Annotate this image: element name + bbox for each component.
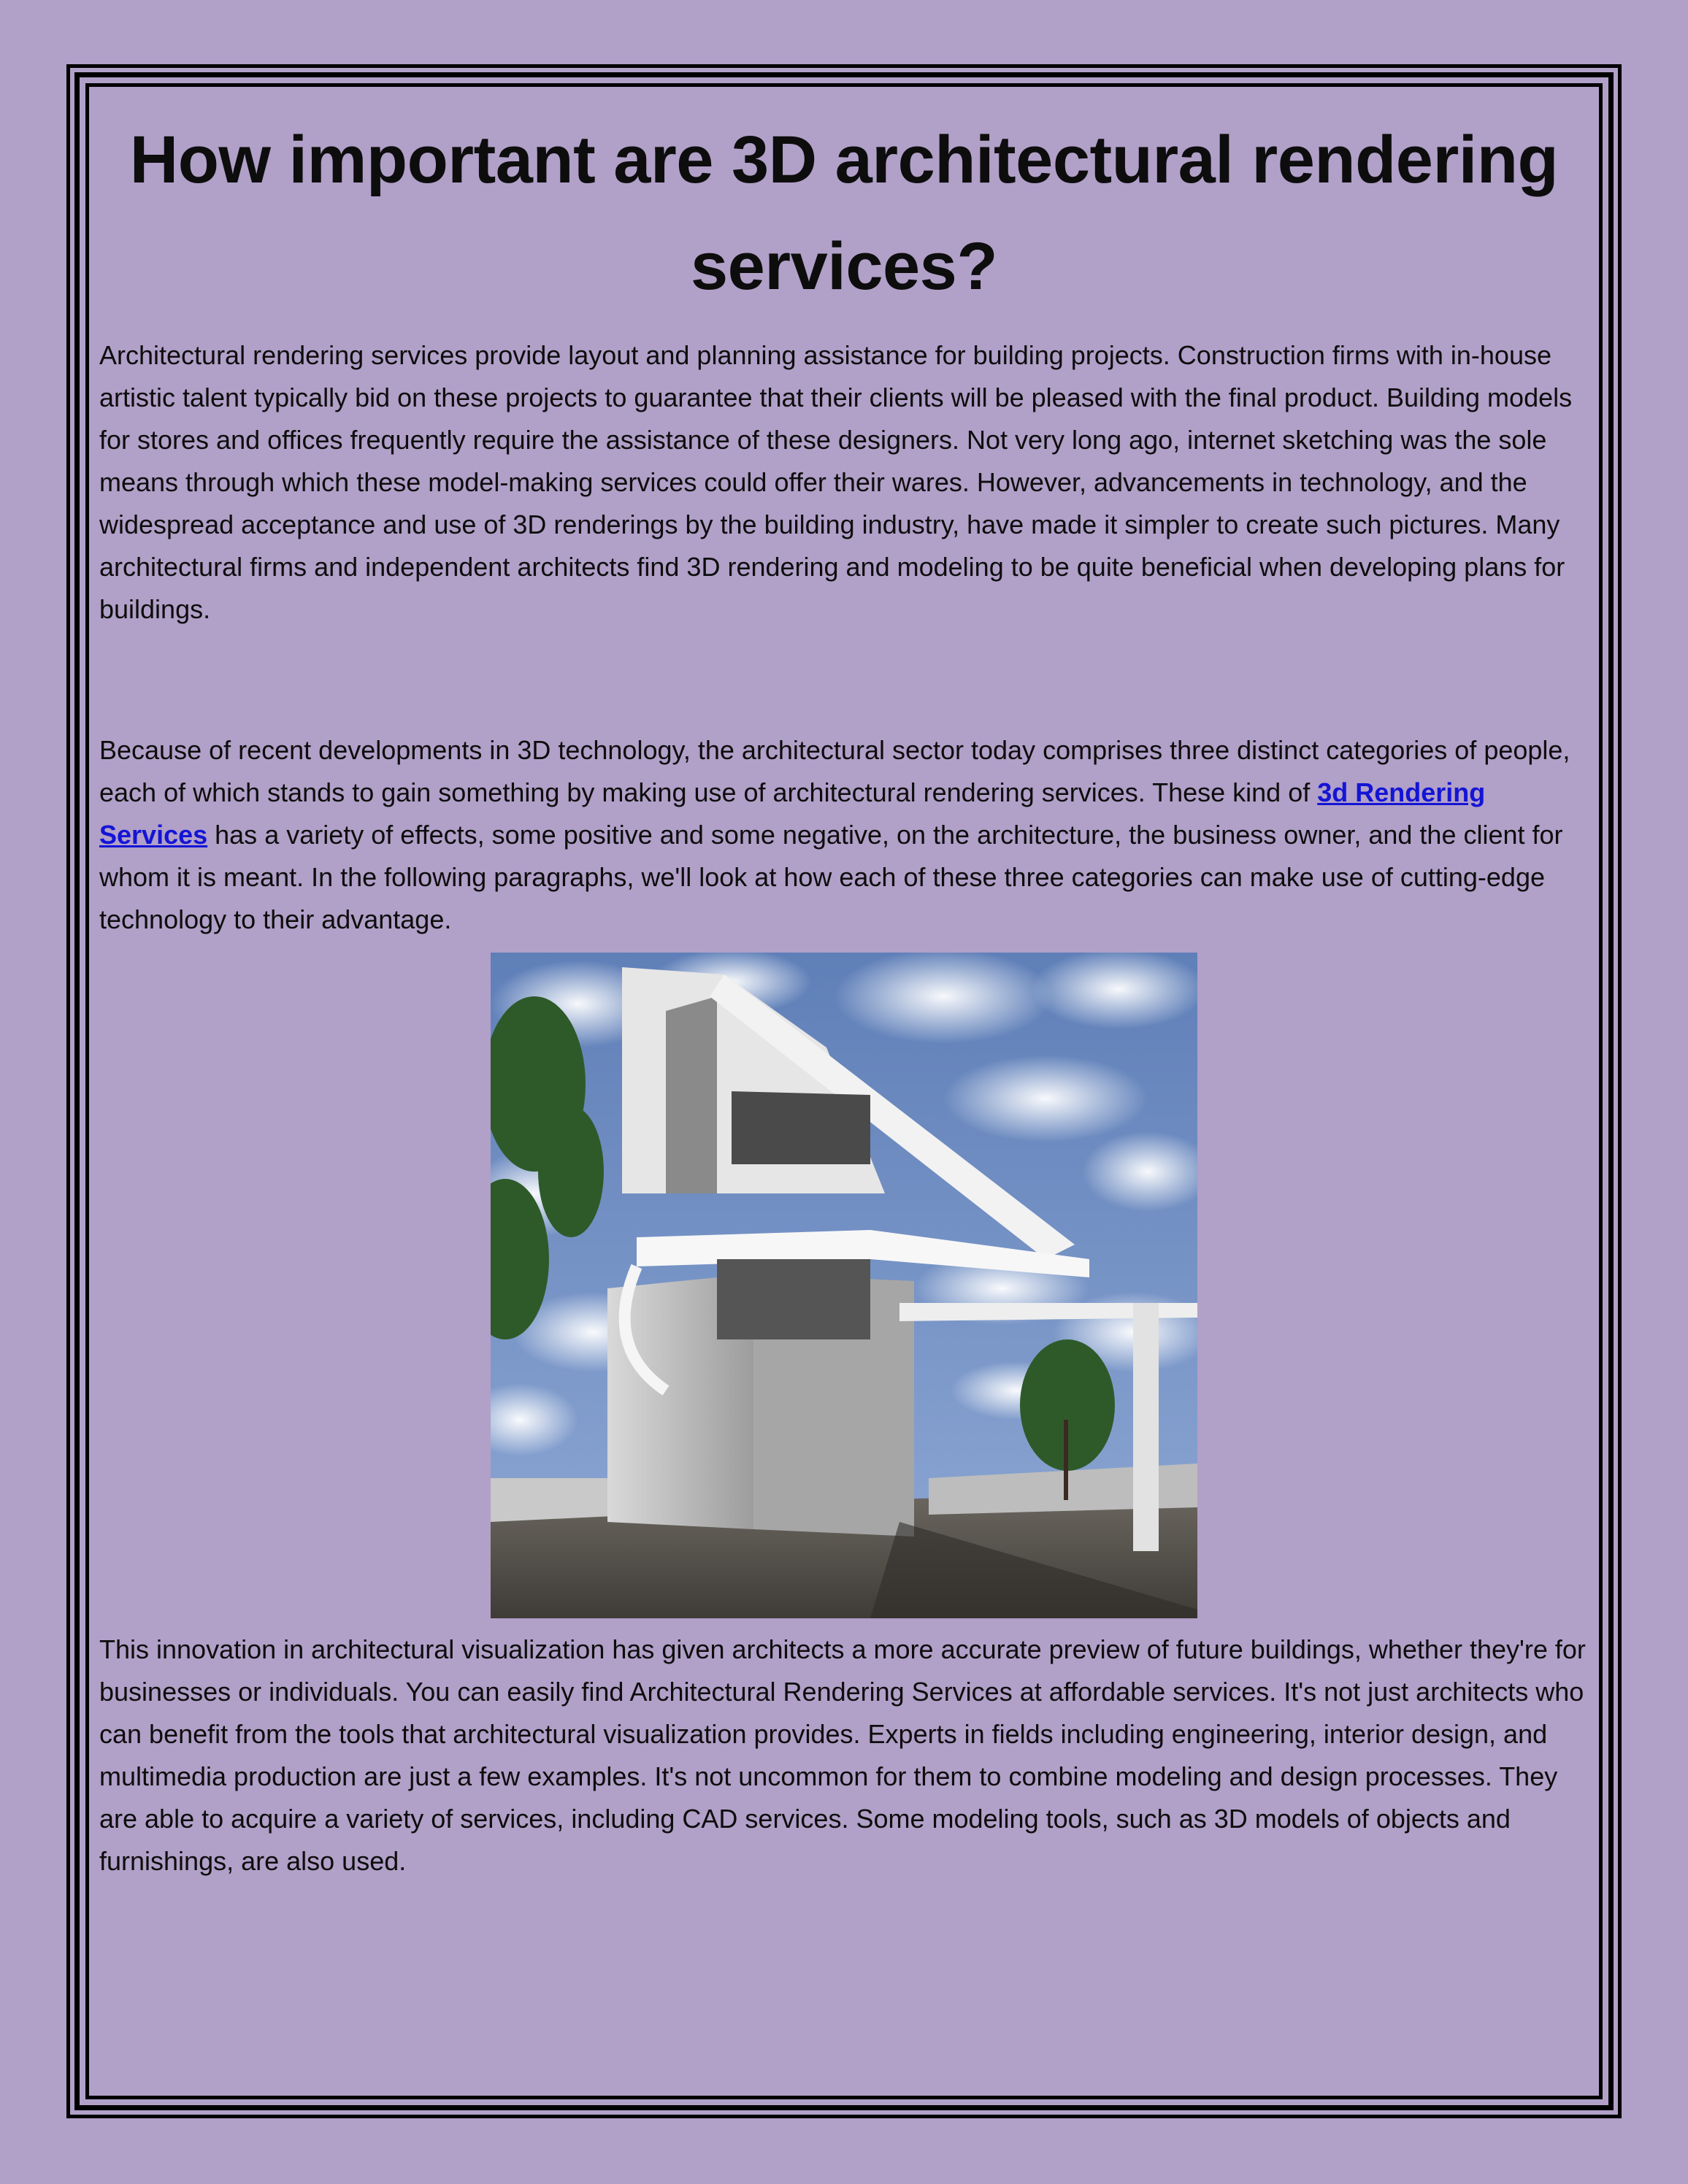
- paragraph-categories-text-start: Because of recent developments in 3D technology, the architectural sector today comprises three distinct categories of people, each of which stands to gain something by making use of architectural rendering services. These kind of: [99, 735, 1570, 807]
- page-title: How important are 3D architectural rendering services?: [129, 123, 1559, 304]
- paragraph-categories: [99, 729, 1589, 941]
- document-body: [99, 107, 1589, 1883]
- paragraph-visualization: This innovation in architectural visualization has given architects a more accurate preview of future buildings, whether they're for businesses or individuals. You can easily find Architectural Rendering Services at affordable services. It's not just architects who can benefit from the tools that architectural visualization provides. Experts in fields including engineering, interior design, and multimedia production are just a few examples. It's not uncommon for them to combine modeling and design processes. They are able to acquire a variety of services, including CAD services. Some modeling tools, such as 3D models of objects and furnishings, are also used.: [99, 1634, 1586, 1876]
- building-rendering-image: [491, 953, 1197, 1618]
- rendering-services-link[interactable]: 3d Rendering Services: [99, 777, 1486, 850]
- paragraph-categories-text-end: has a variety of effects, some positive and some negative, on the architecture, the business owner, and the client for whom it is meant. In the following paragraphs, we'll look at how each of these three categories can make use of cutting-edge technology to their advantage.: [99, 820, 1563, 934]
- paragraph-intro: Architectural rendering services provide layout and planning assistance for building projects. Construction firms with in-house artistic talent typically bid on these projects to guarantee that their clients will be pleased with the final product. Building models for stores and offices frequently require the assistance of these designers. Not very long ago, internet sketching was the sole means through which these model-making services could offer their wares. However, advancements in technology, and the widespread acceptance and use of 3D renderings by the building industry, have made it simpler to create such pictures. Many architectural firms and independent architects find 3D rendering and modeling to be quite beneficial when developing plans for buildings.: [99, 340, 1573, 624]
